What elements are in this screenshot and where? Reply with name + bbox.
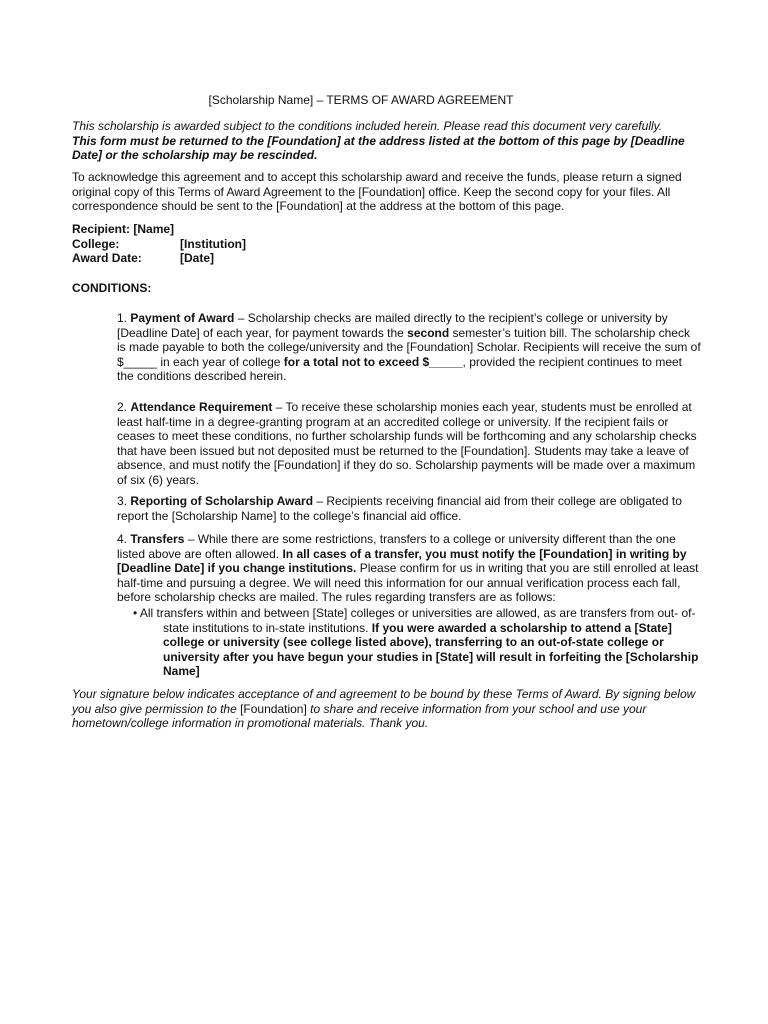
college-value: [Institution] xyxy=(180,236,246,251)
bullet-bold-b: If you were awarded a scholarship to attend a [State] college or university (see college listed above), transferring to an out-of-state college or university after you have begun your studies in [State] will result in forfeiting the [Scholarship Name] xyxy=(163,620,699,678)
transfer-rule-text xyxy=(133,606,699,679)
bullet-text-a: • All transfers within and between [State] colleges or universities are allowed, as are transfers from out- of-state institutions to in-state institutions. xyxy=(133,606,696,635)
intro-warning-line: This form must be returned to the [Foundation] at the address listed at the bottom of this page by [Deadline Date] or the scholarship may be rescinded. xyxy=(72,133,685,162)
condition-1-text-c: semester’s tuition bill. The scholarship check is made payable to both the college/university and the [Foundation] Scholar. Recipients will receive the sum of $_____ in each year of college xyxy=(117,325,701,369)
conditions-heading: CONDITIONS: xyxy=(72,281,152,295)
award-date-value: [Date] xyxy=(180,251,215,265)
condition-4-text-a: – While there are some restrictions, transfers to a college or university different than the one listed above are often allowed. xyxy=(117,532,676,561)
condition-transfers xyxy=(117,532,701,605)
intro-section xyxy=(72,119,708,163)
award-date-row xyxy=(72,251,708,266)
signature-text-c: to share and receive information from your school and use your hometown/college information in promotional materials. Thank you. xyxy=(72,701,647,730)
document-title: [Scholarship Name] – TERMS OF AWARD AGREEMENT xyxy=(208,93,514,107)
condition-4-bold-b: In all cases of a transfer, you must notify the [Foundation] in writing by [Deadline Date] if you change institutions. xyxy=(117,546,687,575)
condition-2-text: – To receive these scholarship monies each year, students must be enrolled at least half-time in a degree-granting program at an accredited college or university. If the recipient fails or ceases to meet these conditions, no further scholarship funds will be forthcoming and any scholarship checks that have been issued but not deposited must be returned to the [Foundation]. Students may take a leave of absence, and must notify the [Foundation] if they do so. Scholarship payments will be made over a maximum of six (6) years. xyxy=(117,400,697,487)
signature-text-a: Your signature below indicates acceptance of and agreement to be bound by these Terms of Award. By signing below you also give permission to the xyxy=(72,687,696,716)
recipient-info xyxy=(72,222,708,266)
condition-4-heading: Transfers xyxy=(130,532,185,546)
condition-1-text-a: – Scholarship checks are mailed directly to the recipient’s college or university by [Deadline Date] of each year, for payment towards the xyxy=(117,311,668,340)
signature-paragraph xyxy=(72,687,708,731)
condition-2-heading: Attendance Requirement xyxy=(130,400,273,414)
condition-payment-of-award xyxy=(117,311,701,384)
signature-foundation: [Foundation] xyxy=(240,701,307,716)
condition-1-number: 1. xyxy=(117,311,128,325)
condition-4-text-c: Please confirm for us in writing that you are still enrolled at least half-time and pursuing a degree. We will need this information for our annual verification process each fall, before scholarship checks are mailed. The rules regarding transfers are as follows: xyxy=(117,561,699,604)
condition-1-heading: Payment of Award xyxy=(130,311,235,325)
condition-3-number: 3. xyxy=(117,494,128,508)
college-label: College: xyxy=(72,236,120,251)
condition-1-bold-d: for a total not to exceed $_____ xyxy=(283,354,463,369)
condition-3-text: – Recipients receiving financial aid from their college are obligated to report the [Scholarship Name] to the college’s financial aid office. xyxy=(117,494,682,523)
recipient-value: [Name] xyxy=(133,222,175,236)
recipient-row xyxy=(72,222,708,237)
condition-1-bold-b: second xyxy=(407,325,450,340)
condition-1-text-e: , provided the recipient continues to meet the conditions described herein. xyxy=(117,354,682,383)
recipient-label: Recipient: xyxy=(72,222,131,236)
transfer-rule-bullet xyxy=(133,606,699,679)
award-date-label: Award Date: xyxy=(72,251,142,265)
condition-reporting xyxy=(117,494,701,523)
condition-2-number: 2. xyxy=(117,400,128,414)
college-row xyxy=(72,237,708,252)
condition-4-number: 4. xyxy=(117,532,128,546)
condition-attendance-requirement xyxy=(117,400,701,487)
acknowledge-paragraph: To acknowledge this agreement and to accept this scholarship award and receive the funds, please return a signed original copy of this Terms of Award Agreement to the [Foundation] office. Keep the second copy for your files. All correspondence should be sent to the [Foundation] at the address at the bottom of this page. xyxy=(72,170,682,213)
intro-italic-line: This scholarship is awarded subject to the conditions included herein. Please read this document very carefully. xyxy=(72,119,663,133)
condition-3-heading: Reporting of Scholarship Award xyxy=(130,494,314,508)
